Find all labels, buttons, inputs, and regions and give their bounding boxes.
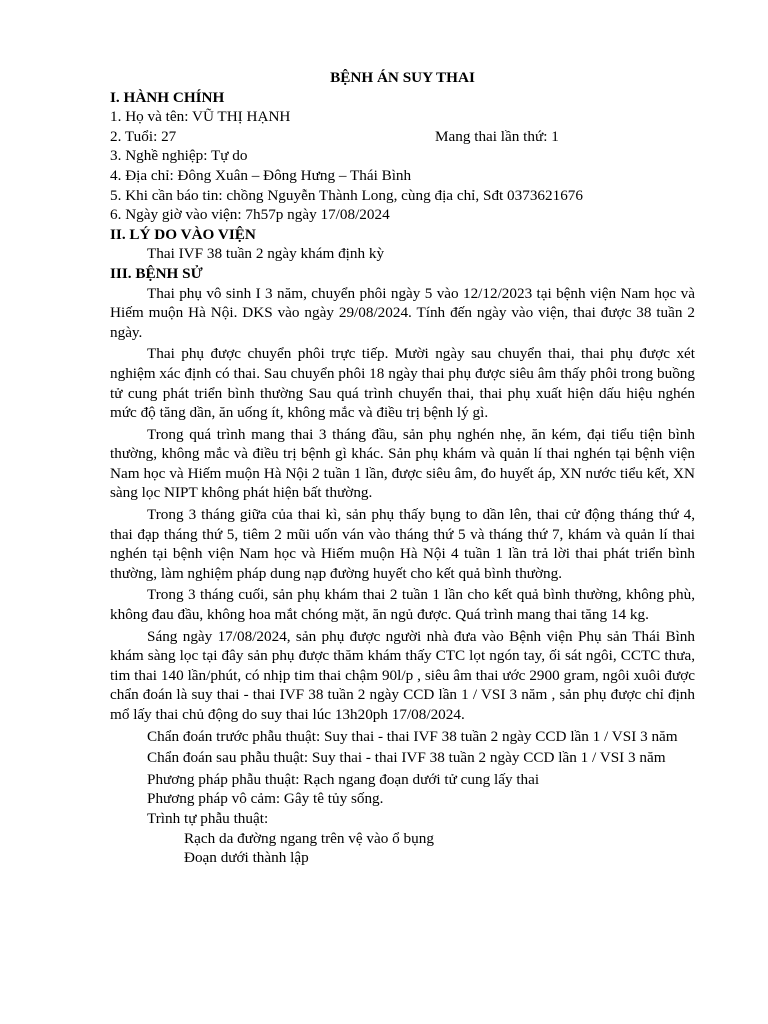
history-paragraph: Thai phụ được chuyển phôi trực tiếp. Mười ngày sau chuyển thai, thai phụ được xét nghiệm xác định có thai. Sau chuyển phôi 18 ngày thai phụ được siêu âm thấy phôi trong buồng tử cung phát triển bình thường Sau quá trình chuyển thai, thai phụ xuất hiện dấu hiệu nghén mức độ tăng dần, ăn uống ít, không mắc và điều trị bệnh lý gì. — [110, 345, 695, 422]
anesthesia-method: Phương pháp vô cảm: Gây tê tủy sống. — [147, 790, 384, 808]
history-paragraph: Thai phụ vô sinh I 3 năm, chuyển phôi ngày 5 vào 12/12/2023 tại bệnh viện Nam học và Hiếm muộn Hà Nội. DKS vào ngày 29/08/2024. Tính đến ngày vào viện, thai được 38 tuần 2 ngày. — [110, 284, 695, 341]
history-paragraph: Trong 3 tháng giữa của thai kì, sản phụ thấy bụng to dần lên, thai cử động tháng thứ 4, thai đạp tháng thứ 5, tiêm 2 mũi uốn ván vào tháng thứ 5 và tháng thứ 7, khám và quản lí thai nghén tại bệnh viện Nam học và Hiếm muộn Hà Nội 4 tuần 1 lần trả lời thai phát triển bình thường, làm nghiệm pháp dung nạp đường huyết cho kết quả bình thường. — [110, 506, 695, 582]
preop-diagnosis: Chẩn đoán trước phẫu thuật: Suy thai - thai IVF 38 tuần 2 ngày CCD lần 1 / VSI 3 năm — [147, 727, 678, 745]
document-page — [110, 68, 695, 868]
age-row — [110, 127, 695, 147]
postop-diagnosis: Chẩn đoán sau phẫu thuật: Suy thai - thai IVF 38 tuần 2 ngày CCD lần 1 / VSI 3 năm — [147, 749, 666, 767]
history-paragraph: Trong quá trình mang thai 3 tháng đầu, sản phụ nghén nhẹ, ăn kém, đại tiểu tiện bình thường, không mắc và điều trị bệnh gì khác. Sản phụ khám và quản lí thai nghén tại bệnh viện Nam học và Hiếm muộn Hà Nội 2 tuần 1 lần, được siêu âm, đo huyết áp, XN nước tiểu kết, XN sàng lọc NIPT không phát hiện bất thường. — [110, 425, 695, 502]
surgery-sequence-heading: Trình tự phẫu thuật: — [147, 809, 269, 827]
section-heading-administrative: I. HÀNH CHÍNH — [110, 88, 225, 106]
surgery-step: Rạch da đường ngang trên vệ vào ổ bụng — [184, 829, 434, 847]
emergency-contact: 5. Khi cần báo tin: chồng Nguyễn Thành Long, cùng địa chỉ, Sđt 0373621676 — [110, 186, 583, 204]
document-title: BỆNH ÁN SUY THAI — [330, 69, 475, 86]
admission-time: 6. Ngày giờ vào viện: 7h57p ngày 17/08/2024 — [110, 206, 390, 224]
patient-age: 2. Tuổi: 27 — [110, 127, 177, 145]
section-heading-reason: II. LÝ DO VÀO VIỆN — [110, 225, 256, 243]
surgery-step: Đoạn dưới thành lập — [184, 849, 309, 867]
patient-address: 4. Địa chỉ: Đông Xuân – Đông Hưng – Thái Bình — [110, 166, 412, 184]
patient-occupation: 3. Nghề nghiệp: Tự do — [110, 147, 248, 165]
history-paragraph: Trong 3 tháng cuối, sản phụ khám thai 2 tuần 1 lần cho kết quả bình thường, không phù, không đau đầu, không hoa mắt chóng mặt, ăn ngủ được. Quá trình mang thai tăng 14 kg. — [110, 586, 695, 624]
admission-reason: Thai IVF 38 tuần 2 ngày khám định kỳ — [147, 245, 385, 263]
section-heading-history: III. BỆNH SỬ — [110, 264, 203, 282]
history-paragraph: Sáng ngày 17/08/2024, sản phụ được người nhà đưa vào Bệnh viện Phụ sản Thái Bình khám sàng lọc tại đây sản phụ được thăm khám thấy CTC lọt ngón tay, ối sát ngôi, CCTC thưa, tim thai 140 lần/phút, có nhịp tim thai chậm 90l/p , siêu âm thai ước 2900 gram, ngôi xuôi được chẩn đoán là suy thai - thai IVF 38 tuần 2 ngày CCD lần 1 / VSI 3 năm , sản phụ được chỉ định mổ lấy thai chủ động do suy thai lúc 13h20ph 17/08/2024. — [110, 627, 695, 723]
pregnancy-count: Mang thai lần thứ: 1 — [435, 127, 559, 145]
patient-name: 1. Họ và tên: VŨ THỊ HẠNH — [110, 108, 291, 126]
surgery-method: Phương pháp phẫu thuật: Rạch ngang đoạn dưới tử cung lấy thai — [147, 770, 540, 788]
